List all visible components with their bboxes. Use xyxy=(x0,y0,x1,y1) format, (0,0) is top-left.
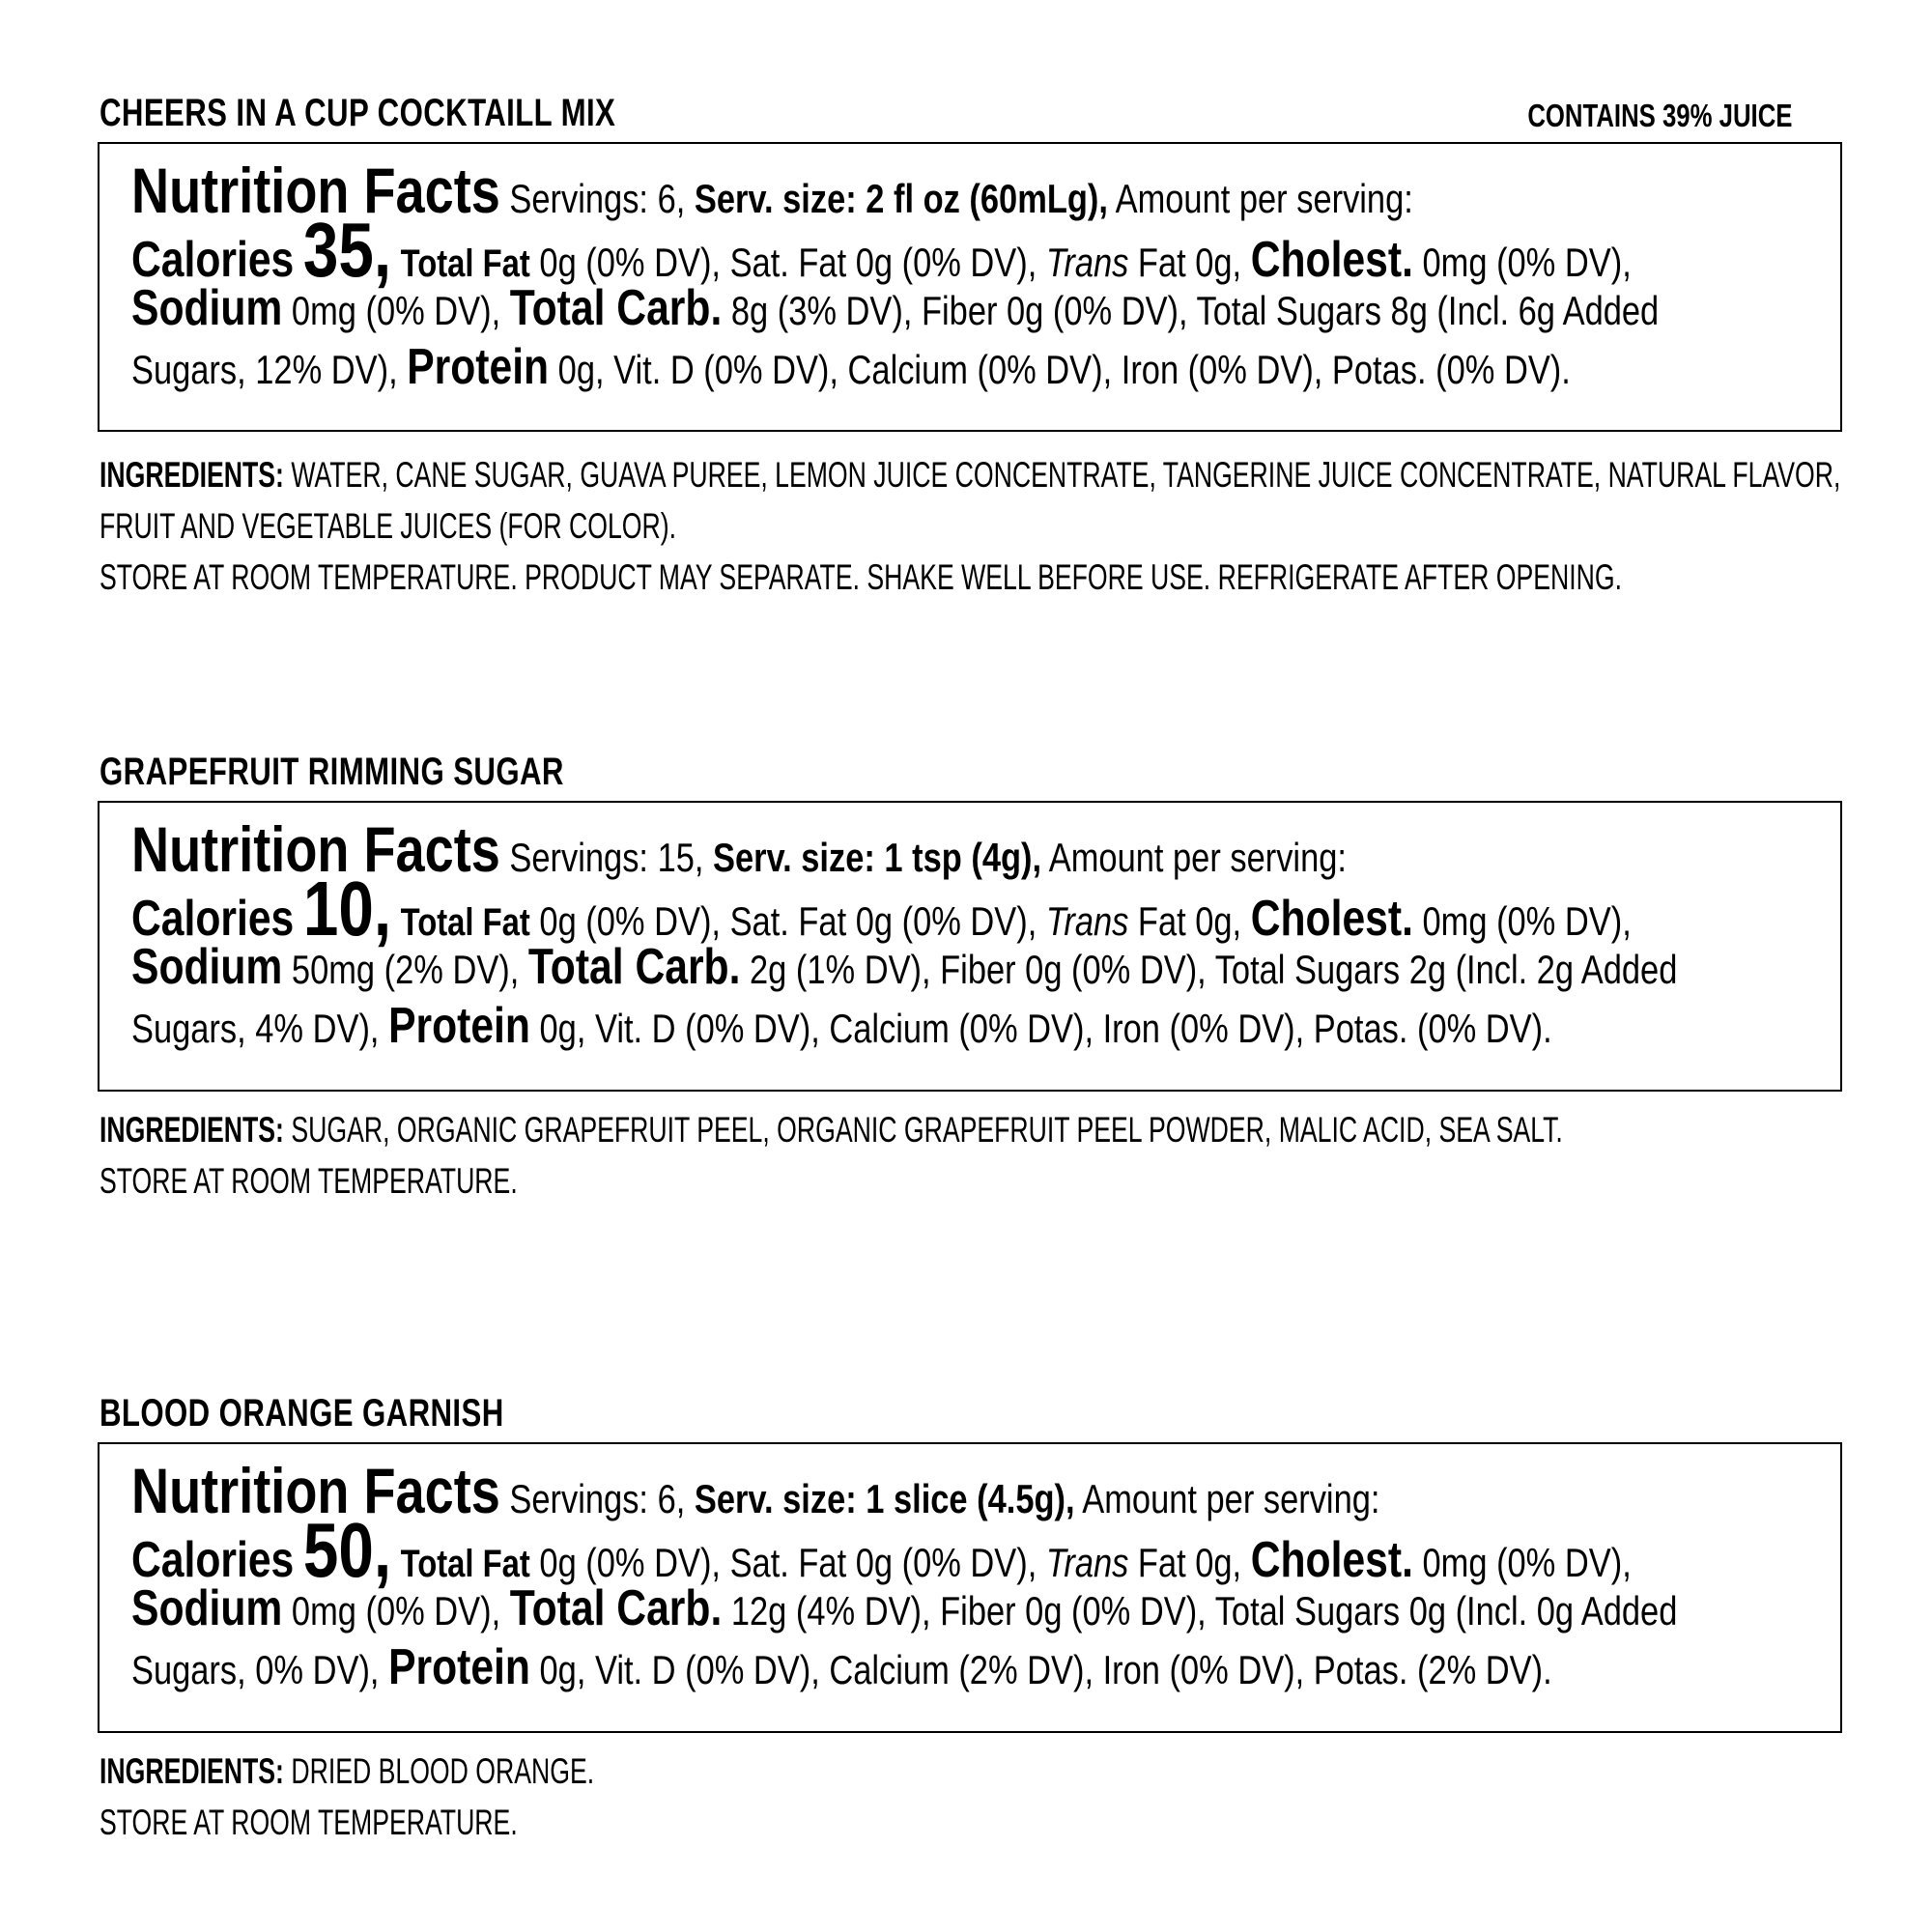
nutrition-facts-title: Nutrition Facts xyxy=(131,813,500,885)
nutrition-facts-box xyxy=(98,801,1842,1092)
ingredients-block xyxy=(99,1104,1932,1207)
ingredients-label: INGREDIENTS: xyxy=(99,1110,284,1150)
cholesterol-value: 0mg (0% DV), xyxy=(1422,1540,1632,1585)
total-fat-label: Total Fat xyxy=(400,1543,530,1585)
product-heading: BLOOD ORANGE GARNISH xyxy=(99,1392,504,1435)
nutrition-facts-title: Nutrition Facts xyxy=(131,155,500,226)
cholesterol-value: 0mg (0% DV), xyxy=(1422,240,1632,285)
nf-line-calories xyxy=(131,207,1932,293)
ingredients-line: DRIED BLOOD ORANGE. xyxy=(291,1751,595,1791)
total-carb-value: 8g (3% DV), Fiber 0g (0% DV), Total Sugars 8g (Incl. 6g Added xyxy=(730,288,1660,333)
nf-line-protein xyxy=(131,1638,1932,1697)
ingredients-label: INGREDIENTS: xyxy=(99,1751,284,1791)
sodium-label: Sodium xyxy=(131,1580,283,1636)
added-sugars-continued: Sugars, 12% DV), xyxy=(131,347,398,392)
calories-value: 10, xyxy=(302,866,392,952)
storage-instructions: STORE AT ROOM TEMPERATURE. xyxy=(99,1161,518,1201)
calories-value: 50, xyxy=(302,1507,392,1593)
protein-value: 0g, Vit. D (0% DV), Calcium (2% DV), Iron (0% DV), Potas. (2% DV). xyxy=(539,1647,1552,1692)
product-heading: GRAPEFRUIT RIMMING SUGAR xyxy=(99,751,564,793)
serving-size-label: Serv. size: xyxy=(694,1476,857,1521)
nf-line-sodium xyxy=(131,938,1932,997)
serving-size-value: 1 slice (4.5g), xyxy=(866,1476,1075,1521)
ingredients-line: WATER, CANE SUGAR, GUAVA PUREE, LEMON JUICE CONCENTRATE, TANGERINE JUICE CONCENTRATE, NATURAL FLAVOR, xyxy=(291,455,1841,495)
nf-line-calories xyxy=(131,1507,1932,1593)
total-fat-value: 0g (0% DV), Sat. Fat 0g (0% DV), xyxy=(539,240,1037,285)
nutrition-facts-box xyxy=(98,1442,1842,1733)
calories-value: 35, xyxy=(302,207,392,293)
serving-size-label: Serv. size: xyxy=(694,176,857,221)
sodium-value: 0mg (0% DV), xyxy=(291,1588,501,1634)
added-sugars-continued: Sugars, 0% DV), xyxy=(131,1647,380,1692)
serving-size-label: Serv. size: xyxy=(713,835,875,880)
protein-value: 0g, Vit. D (0% DV), Calcium (0% DV), Iron (0% DV), Potas. (0% DV). xyxy=(557,347,1571,392)
total-fat-label: Total Fat xyxy=(400,901,530,944)
nf-line-sodium xyxy=(131,1579,1932,1638)
protein-value: 0g, Vit. D (0% DV), Calcium (0% DV), Iron (0% DV), Potas. (0% DV). xyxy=(539,1006,1552,1051)
calories-label: Calories xyxy=(131,232,295,288)
servings: Servings: 6, xyxy=(509,176,686,221)
protein-label: Protein xyxy=(407,339,550,395)
total-carb-label: Total Carb. xyxy=(509,1580,723,1636)
added-sugars-continued: Sugars, 4% DV), xyxy=(131,1006,380,1051)
protein-label: Protein xyxy=(388,1639,530,1695)
trans-value: Fat 0g, xyxy=(1137,1540,1242,1585)
serving-size-value: 1 tsp (4g), xyxy=(884,835,1042,880)
nf-line-protein xyxy=(131,338,1932,397)
storage-instructions: STORE AT ROOM TEMPERATURE. PRODUCT MAY SEPARATE. SHAKE WELL BEFORE USE. REFRIGERATE AFTER OPENING. xyxy=(99,557,1622,597)
amount-per-serving: Amount per serving: xyxy=(1115,176,1413,221)
sodium-label: Sodium xyxy=(131,939,283,995)
ingredients-block xyxy=(99,449,1932,603)
nutrition-facts-title: Nutrition Facts xyxy=(131,1455,500,1526)
product-heading: CHEERS IN A CUP COCKTAILL MIX xyxy=(99,92,616,134)
nutrition-facts-box xyxy=(98,142,1842,432)
sodium-label: Sodium xyxy=(131,280,283,336)
nf-line-calories xyxy=(131,866,1932,952)
total-fat-value: 0g (0% DV), Sat. Fat 0g (0% DV), xyxy=(539,898,1037,944)
serving-size-value: 2 fl oz (60mLg), xyxy=(866,176,1108,221)
ingredients-block xyxy=(99,1746,786,1848)
trans-value: Fat 0g, xyxy=(1137,898,1242,944)
ingredients-line: FRUIT AND VEGETABLE JUICES (FOR COLOR). xyxy=(99,506,677,546)
total-fat-label: Total Fat xyxy=(400,242,530,285)
trans-value: Fat 0g, xyxy=(1137,240,1242,285)
calories-label: Calories xyxy=(131,891,295,947)
nf-line-header xyxy=(131,155,1932,226)
calories-label: Calories xyxy=(131,1532,295,1588)
amount-per-serving: Amount per serving: xyxy=(1048,835,1347,880)
cholesterol-label: Cholest. xyxy=(1250,232,1413,288)
total-fat-value: 0g (0% DV), Sat. Fat 0g (0% DV), xyxy=(539,1540,1037,1585)
ingredients-label: INGREDIENTS: xyxy=(99,455,284,495)
trans-label: Trans xyxy=(1045,898,1129,944)
cholesterol-value: 0mg (0% DV), xyxy=(1422,898,1632,944)
trans-label: Trans xyxy=(1045,240,1129,285)
ingredients-line: SUGAR, ORGANIC GRAPEFRUIT PEEL, ORGANIC GRAPEFRUIT PEEL POWDER, MALIC ACID, SEA SALT. xyxy=(291,1110,1563,1150)
nf-line-sodium xyxy=(131,279,1932,338)
cholesterol-label: Cholest. xyxy=(1250,891,1413,947)
total-carb-label: Total Carb. xyxy=(527,939,741,995)
sodium-value: 0mg (0% DV), xyxy=(291,288,501,333)
nf-line-protein xyxy=(131,997,1932,1056)
cholesterol-label: Cholest. xyxy=(1250,1532,1413,1588)
servings: Servings: 15, xyxy=(509,835,704,880)
total-carb-label: Total Carb. xyxy=(509,280,723,336)
sodium-value: 50mg (2% DV), xyxy=(291,947,520,992)
trans-label: Trans xyxy=(1045,1540,1129,1585)
juice-content-note: CONTAINS 39% JUICE xyxy=(1526,98,1792,133)
total-carb-value: 12g (4% DV), Fiber 0g (0% DV), Total Sugars 0g (Incl. 0g Added xyxy=(730,1588,1678,1634)
protein-label: Protein xyxy=(388,998,530,1054)
nf-line-header xyxy=(131,1455,1932,1526)
total-carb-value: 2g (1% DV), Fiber 0g (0% DV), Total Sugars 2g (Incl. 2g Added xyxy=(750,947,1678,992)
servings: Servings: 6, xyxy=(509,1476,686,1521)
nf-line-header xyxy=(131,813,1932,885)
storage-instructions: STORE AT ROOM TEMPERATURE. xyxy=(99,1803,518,1842)
amount-per-serving: Amount per serving: xyxy=(1082,1476,1380,1521)
